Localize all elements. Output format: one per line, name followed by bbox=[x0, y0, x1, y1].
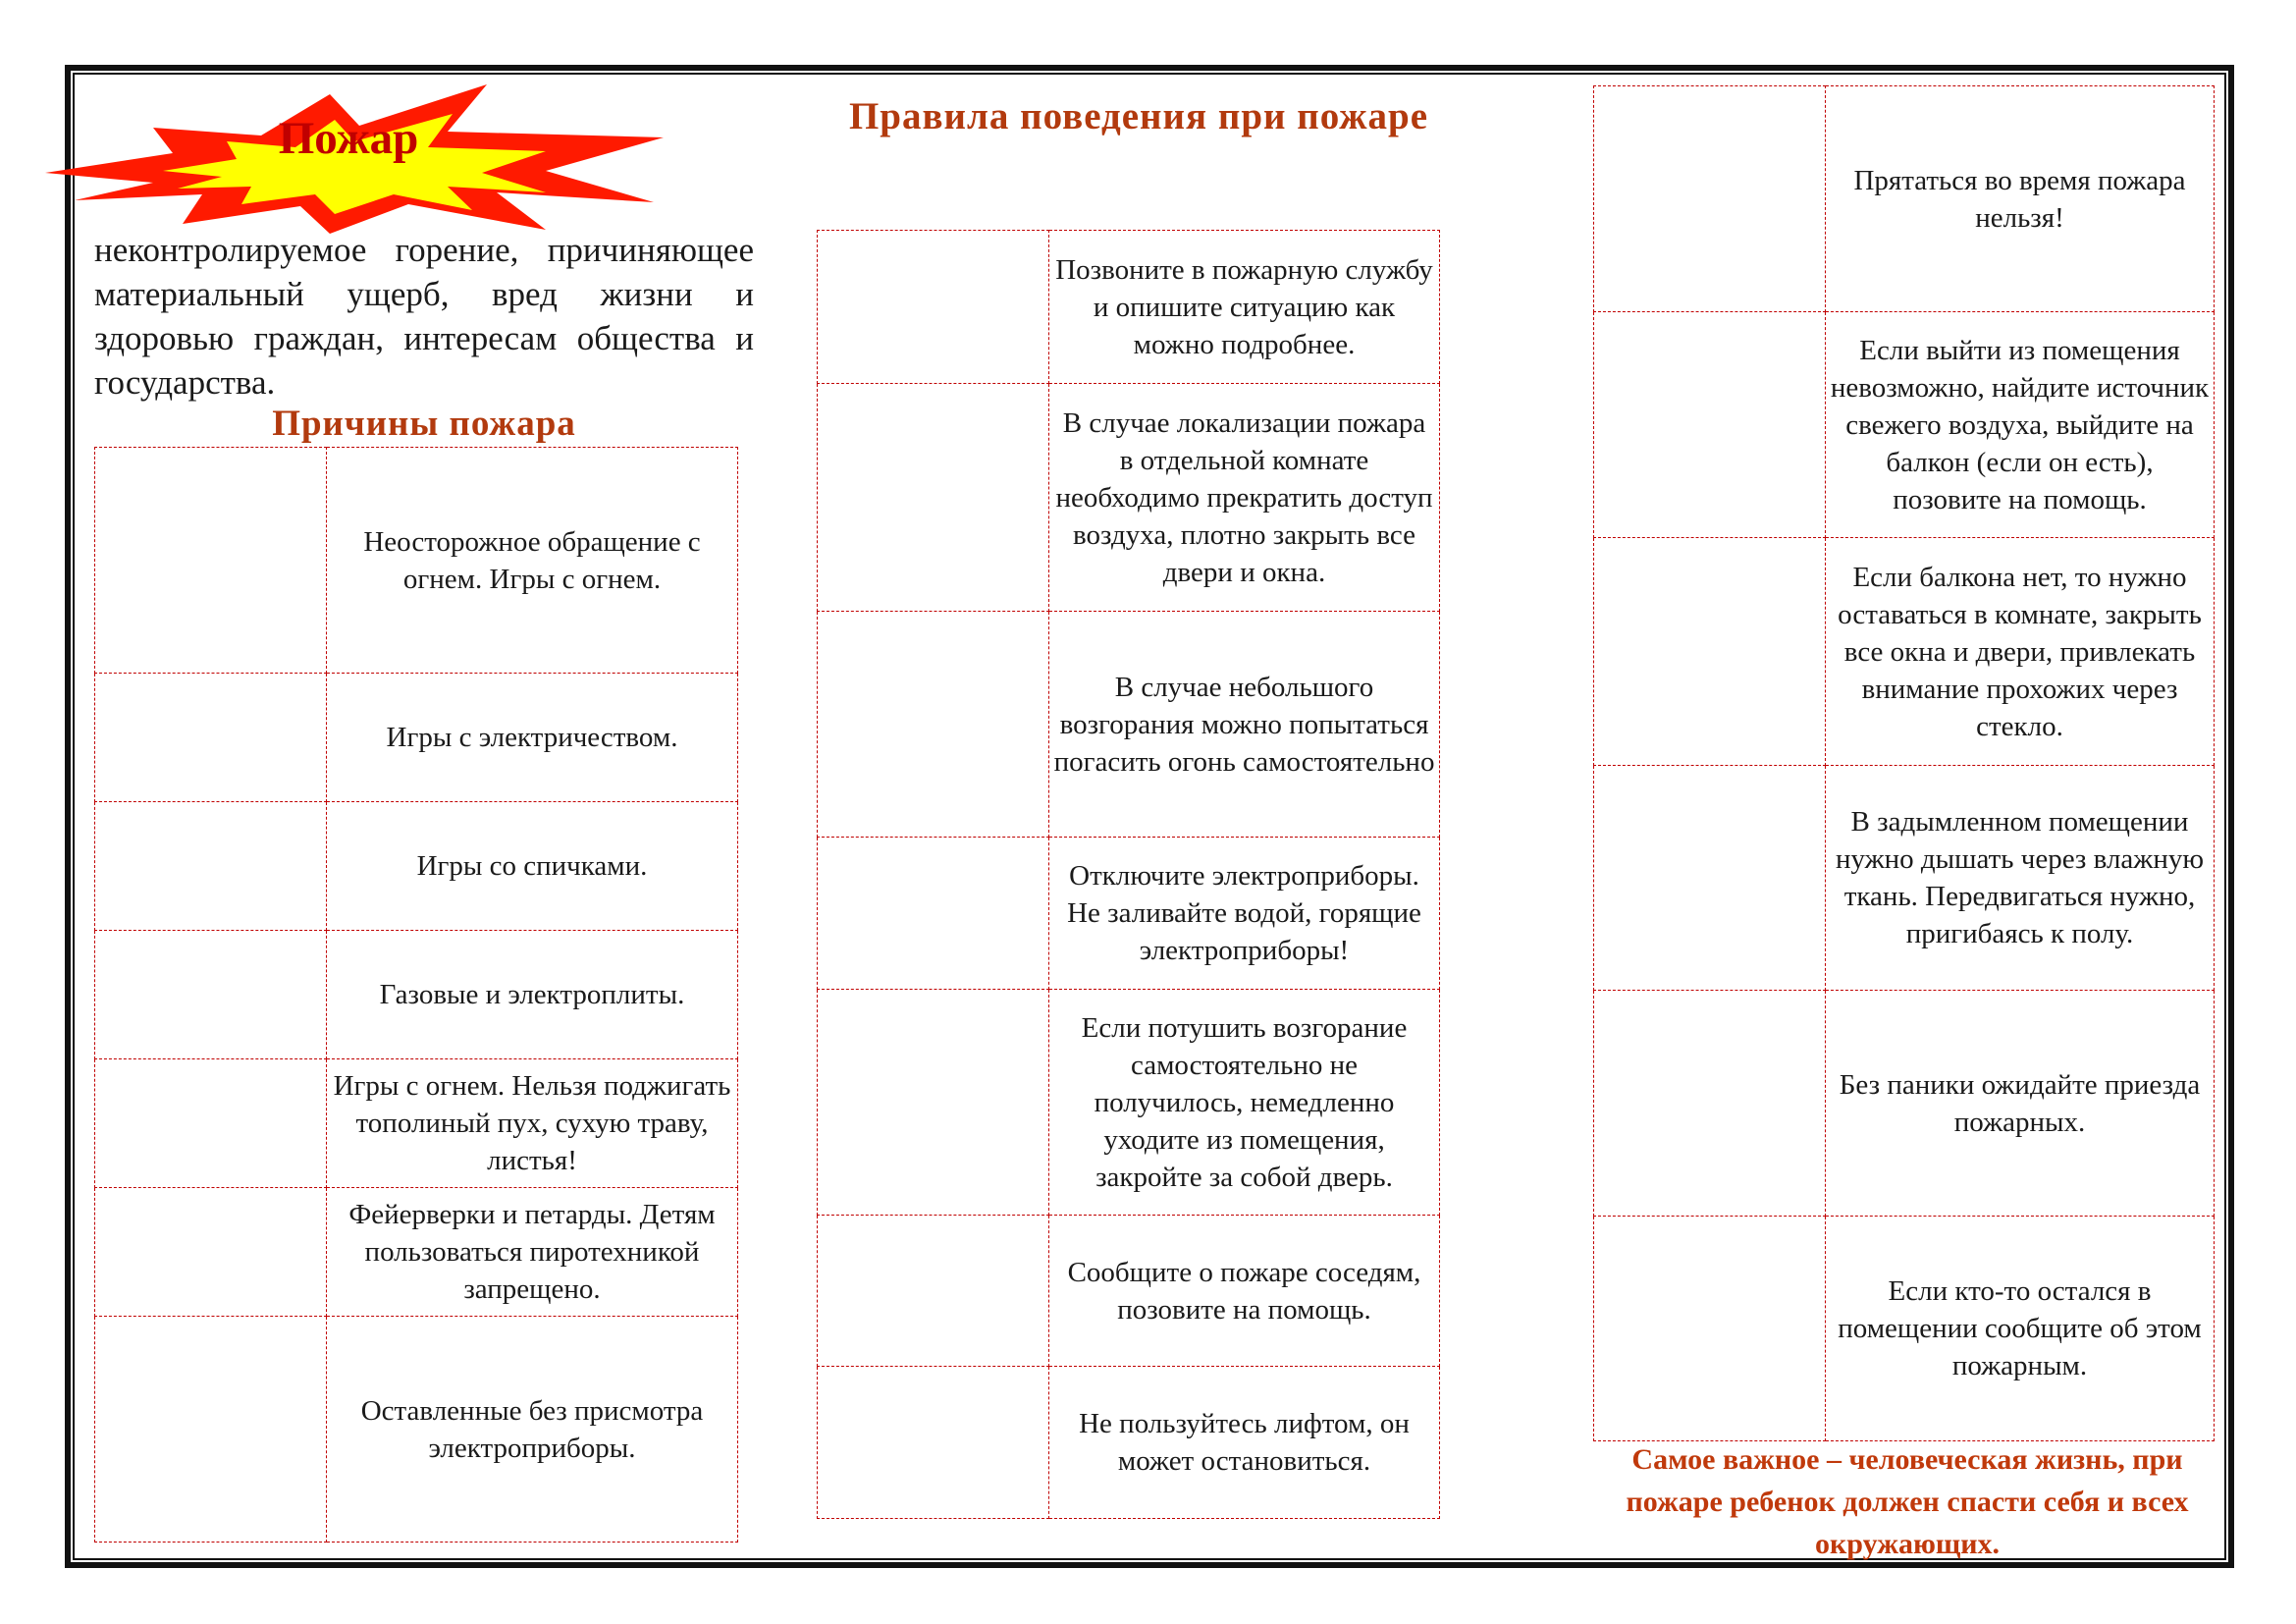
important-note: Самое важное – человеческая жизнь, при пожаре ребенок должен спасти себя и всех окружающих. bbox=[1626, 1443, 2189, 1560]
rule-text: Позвоните в пожарную службу и опишите ситуацию как можно подробнее. bbox=[1049, 231, 1440, 384]
table-row bbox=[818, 838, 1440, 990]
table-row bbox=[818, 1367, 1440, 1519]
safety-text: Если кто-то остался в помещении сообщите об этом пожарным. bbox=[1826, 1217, 2215, 1441]
cause-text: Игры с электричеством. bbox=[327, 674, 738, 802]
table-row bbox=[95, 1317, 738, 1543]
table-row bbox=[95, 1059, 738, 1188]
fire-definition: неконтролируемое горение, причиняющее материальный ущерб, вред жизни и здоровью граждан, интересам общества и государства. bbox=[94, 231, 754, 402]
table-row bbox=[95, 802, 738, 931]
cause-text: Неосторожное обращение с огнем. Игры с огнем. bbox=[327, 448, 738, 674]
table-row bbox=[1594, 538, 2215, 766]
table-row bbox=[1594, 86, 2215, 312]
causes-heading: Причины пожара bbox=[272, 404, 576, 444]
rule-text: В случае локализации пожара в отдельной комнате необходимо прекратить доступ воздуха, плотно закрыть все двери и окна. bbox=[1049, 384, 1440, 612]
cause-text: Оставленные без присмотра электроприборы. bbox=[327, 1317, 738, 1543]
table-row bbox=[1594, 766, 2215, 991]
safety-text: Прятаться во время пожара нельзя! bbox=[1826, 86, 2215, 312]
table-row bbox=[818, 231, 1440, 384]
table-row bbox=[818, 1216, 1440, 1367]
table-row bbox=[1594, 312, 2215, 538]
burst-title: Пожар bbox=[278, 113, 419, 164]
rule-text: Не пользуйтесь лифтом, он может остановиться. bbox=[1049, 1367, 1440, 1519]
table-row bbox=[95, 674, 738, 802]
table-row bbox=[818, 990, 1440, 1216]
safety-table bbox=[1593, 85, 2215, 1441]
table-row bbox=[1594, 991, 2215, 1217]
rules-heading: Правила поведения при пожаре bbox=[848, 95, 1429, 137]
table-row bbox=[818, 612, 1440, 838]
rules-table bbox=[817, 230, 1440, 1519]
safety-text: Если балкона нет, то нужно оставаться в комнате, закрыть все окна и двери, привлекать внимание прохожих через стекло. bbox=[1826, 538, 2215, 766]
table-row bbox=[1594, 1217, 2215, 1441]
table-row bbox=[95, 931, 738, 1059]
rule-text: В случае небольшого возгорания можно попытаться погасить огонь самостоятельно bbox=[1049, 612, 1440, 838]
cause-text: Игры со спичками. bbox=[327, 802, 738, 931]
safety-text: Если выйти из помещения невозможно, найдите источник свежего воздуха, выйдите на балкон (если он есть), позовите на помощь. bbox=[1826, 312, 2215, 538]
causes-table bbox=[94, 447, 738, 1543]
rule-text: Сообщите о пожаре соседям, позовите на помощь. bbox=[1049, 1216, 1440, 1367]
cause-text: Газовые и электроплиты. bbox=[327, 931, 738, 1059]
rule-text: Если потушить возгорание самостоятельно не получилось, немедленно уходите из помещения, закройте за собой дверь. bbox=[1049, 990, 1440, 1216]
table-row bbox=[95, 1188, 738, 1317]
safety-text: В задымленном помещении нужно дышать через влажную ткань. Передвигаться нужно, пригибаясь к полу. bbox=[1826, 766, 2215, 991]
cause-text: Фейерверки и петарды. Детям пользоваться пиротехникой запрещено. bbox=[327, 1188, 738, 1317]
cause-text: Игры с огнем. Нельзя поджигать тополиный пух, сухую траву, листья! bbox=[327, 1059, 738, 1188]
rule-text: Отключите электроприборы. Не заливайте водой, горящие электроприборы! bbox=[1049, 838, 1440, 990]
safety-text: Без паники ожидайте приезда пожарных. bbox=[1826, 991, 2215, 1217]
table-row bbox=[95, 448, 738, 674]
table-row bbox=[818, 384, 1440, 612]
